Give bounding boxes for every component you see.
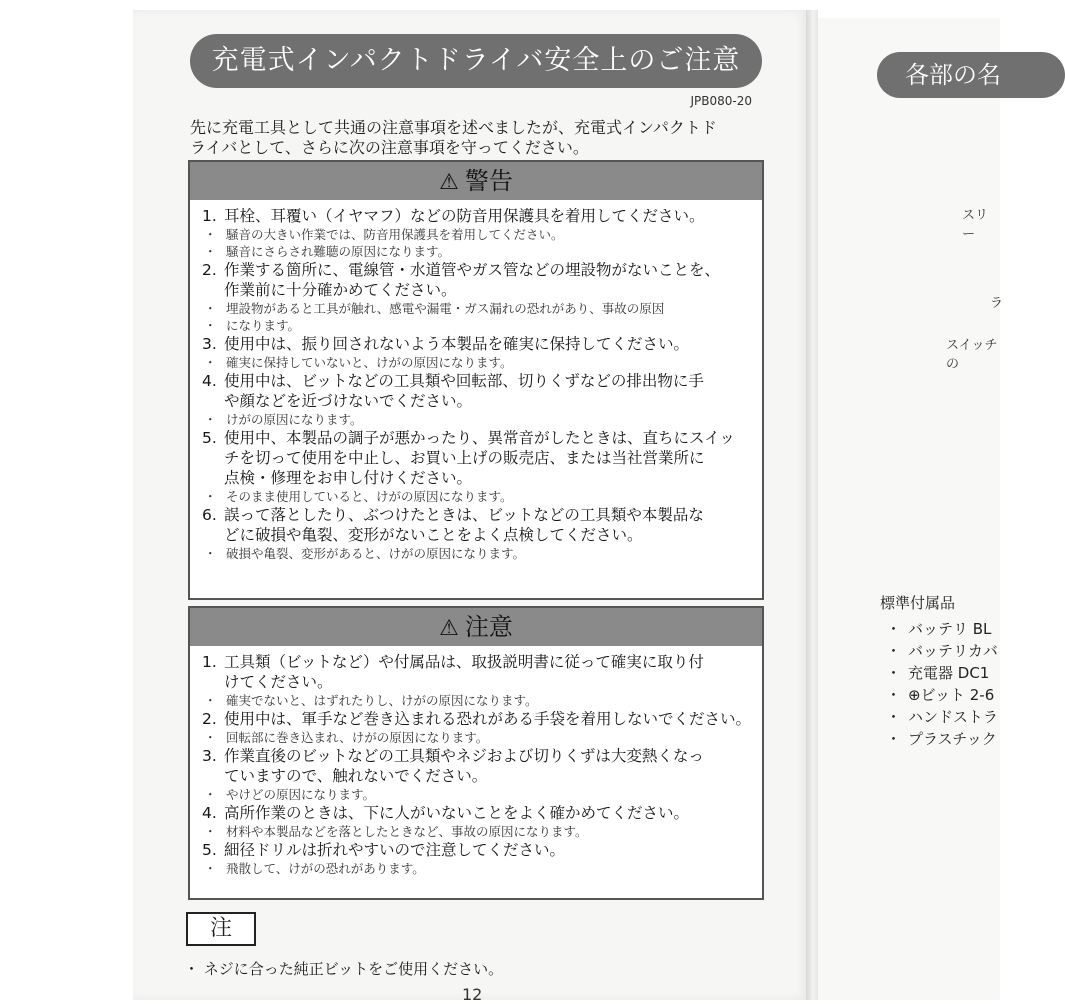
item-number: 5. [202, 429, 217, 447]
item-line: 作業する箇所に、電線管・水道管やガス管などの埋設物がないことを、 [224, 261, 721, 279]
list-item [202, 206, 752, 226]
accessories-heading: 標準付属品 [880, 594, 956, 612]
item-number: 4. [202, 372, 217, 390]
caution-header-label: 注意 [464, 613, 513, 641]
item-text [224, 505, 752, 545]
item-note-text: やけどの原因になります。 [226, 787, 376, 802]
accessory-text: プラスチック [908, 730, 997, 748]
item-line: や顔などを近づけないでください。 [224, 392, 473, 410]
item-note [202, 545, 752, 562]
item-note-text: 飛散して、けがの恐れがあります。 [226, 861, 425, 876]
item-number: 1. [202, 207, 217, 225]
item-number: 3. [202, 747, 217, 765]
item-line: 耳栓、耳覆い（イヤマフ）などの防音用保護具を着用してください。 [224, 207, 705, 225]
page-number: 12 [462, 985, 483, 1004]
warning-header-label: 警告 [464, 167, 513, 195]
item-line: ていますので、触れないでください。 [224, 767, 488, 785]
bullet-icon: ・ [204, 355, 217, 370]
item-note [202, 317, 752, 334]
item-note-text: けがの原因になります。 [226, 412, 363, 427]
item-line: チを切って使用を中止し、お買い上げの販売店、または当社営業所に [224, 449, 705, 467]
item-line: 高所作業のときは、下に人がいないことをよく確かめてください。 [224, 804, 690, 822]
item-number: 6. [202, 506, 217, 524]
item-text [224, 206, 752, 226]
bullet-icon: ・ [204, 861, 217, 876]
item-line: 使用中、本製品の調子が悪かったり、異常音がしたときは、直ちにスイッ [224, 429, 735, 447]
accessory-item [886, 662, 998, 684]
list-item [202, 803, 752, 823]
item-note-text: 騒音の大きい作業では、防音用保護具を着用してください。 [226, 227, 564, 242]
accessory-item [886, 728, 998, 750]
bullet-icon: ・ [204, 824, 217, 839]
item-note [202, 786, 752, 803]
warning-header [190, 162, 762, 200]
note-text: ・ ネジに合った純正ビットをご使用ください。 [184, 960, 504, 978]
item-line: 細径ドリルは折れやすいので注意してください。 [224, 841, 566, 859]
item-text [224, 371, 752, 411]
item-note-text: 回転部に巻き込まれ、けがの原因になります。 [226, 730, 489, 745]
caution-header [190, 608, 762, 646]
item-number: 3. [202, 335, 217, 353]
item-note [202, 226, 752, 243]
list-item [202, 260, 752, 300]
item-note-text: 材料や本製品などを落としたときなど、事故の原因になります。 [226, 824, 588, 839]
item-note [202, 823, 752, 840]
item-note [202, 860, 752, 877]
item-number: 4. [202, 804, 217, 822]
item-text [224, 709, 752, 729]
item-note-text: そのまま使用していると、けがの原因になります。 [226, 489, 513, 504]
item-note-text: 確実でないと、はずれたりし、けがの原因になります。 [226, 693, 538, 708]
bullet-icon: ・ [204, 693, 217, 708]
accessory-text: バッテリカバ [908, 642, 998, 660]
item-note-text: 破損や亀裂、変形があると、けがの原因になります。 [226, 546, 526, 561]
bullet-icon: ・ [886, 708, 902, 726]
bullet-icon: ・ [886, 664, 902, 682]
item-note-text: 騒音にさらされ難聴の原因になります。 [226, 244, 451, 259]
part-label: スリー [962, 208, 989, 242]
item-note [202, 488, 752, 505]
item-number: 1. [202, 653, 217, 671]
bullet-icon: ・ [204, 318, 217, 333]
item-line: けてください。 [224, 673, 333, 691]
item-line: 点検・修理をお申し付けください。 [224, 469, 473, 487]
part-label: ラ [990, 296, 1004, 311]
intro-line: 先に充電工具として共通の注意事項を述べましたが、充電式インパクトド [190, 118, 717, 137]
list-item [202, 428, 752, 488]
item-text [224, 652, 752, 692]
accessory-item [886, 618, 998, 640]
part-label: スイッチの [946, 338, 998, 372]
item-number: 5. [202, 841, 217, 859]
document-code: JPB080-20 [690, 94, 752, 108]
item-note [202, 729, 752, 746]
accessory-item [886, 640, 998, 662]
item-note [202, 692, 752, 709]
bullet-icon: ・ [204, 301, 217, 316]
item-line: 作業前に十分確かめてください。 [224, 281, 457, 299]
list-item [202, 371, 752, 411]
item-line: 作業直後のビットなどの工具類やネジおよび切りくずは大変熱くなっ [224, 747, 704, 765]
item-text [224, 803, 752, 823]
intro-line: ライバとして、さらに次の注意事項を守ってください。 [190, 138, 589, 157]
accessory-text: ⊕ビット 2-6 [908, 686, 995, 704]
item-note-text: になります。 [226, 318, 301, 333]
accessory-item [886, 684, 998, 706]
item-line: 使用中は、振り回されないよう本製品を確実に保持してください。 [224, 335, 690, 353]
item-note [202, 300, 752, 317]
bullet-icon: ・ [886, 686, 902, 704]
list-item [202, 505, 752, 545]
accessory-text: バッテリ BL [908, 620, 992, 638]
item-note [202, 411, 752, 428]
intro-paragraph [190, 118, 770, 158]
note-label: 注 [186, 912, 256, 946]
bullet-icon: ・ [886, 730, 902, 748]
bullet-icon: ・ [886, 620, 902, 638]
bullet-icon: ・ [204, 244, 217, 259]
bullet-icon: ・ [886, 642, 902, 660]
accessory-item [886, 706, 998, 728]
warning-box [188, 160, 764, 600]
page-title: 充電式インパクトドライバ安全上のご注意 [190, 34, 762, 88]
item-line: 工具類（ビットなど）や付属品は、取扱説明書に従って確実に取り付 [224, 653, 704, 671]
list-item [202, 709, 752, 729]
item-number: 2. [202, 710, 217, 728]
item-line: 使用中は、ビットなどの工具類や回転部、切りくずなどの排出物に手 [224, 372, 704, 390]
warning-items [190, 200, 762, 566]
bullet-icon: ・ [204, 546, 217, 561]
item-text [224, 746, 752, 786]
item-text [224, 840, 752, 860]
item-note [202, 243, 752, 260]
book-gutter [806, 10, 818, 1000]
item-line: どに破損や亀裂、変形がないことをよく点検してください。 [224, 526, 643, 544]
list-item [202, 334, 752, 354]
item-text [224, 260, 752, 300]
list-item [202, 746, 752, 786]
list-item [202, 840, 752, 860]
item-line: 使用中は、軍手など巻き込まれる恐れがある手袋を着用しないでください。 [224, 710, 752, 728]
bullet-icon: ・ [204, 412, 217, 427]
accessories-list [886, 618, 998, 750]
item-text [224, 334, 752, 354]
caution-box [188, 606, 764, 900]
accessory-text: ハンドストラ [908, 708, 998, 726]
list-item [202, 652, 752, 692]
item-number: 2. [202, 261, 217, 279]
right-page-title: 各部の名 [877, 52, 1065, 98]
bullet-icon: ・ [204, 787, 217, 802]
item-note-text: 確実に保持していないと、けがの原因になります。 [226, 355, 513, 370]
item-note [202, 354, 752, 371]
item-note-text: 埋設物があると工具が触れ、感電や漏電・ガス漏れの恐れがあり、事故の原因 [226, 301, 665, 316]
warning-triangle-icon: ⚠ [439, 616, 459, 641]
accessory-text: 充電器 DC1 [908, 664, 990, 682]
item-line: 誤って落としたり、ぶつけたときは、ビットなどの工具類や本製品な [224, 506, 704, 524]
bullet-icon: ・ [204, 227, 217, 242]
caution-items [190, 646, 762, 881]
right-page [818, 18, 1000, 1000]
item-text [224, 428, 752, 488]
bullet-icon: ・ [204, 489, 217, 504]
bullet-icon: ・ [204, 730, 217, 745]
warning-triangle-icon: ⚠ [439, 170, 459, 195]
